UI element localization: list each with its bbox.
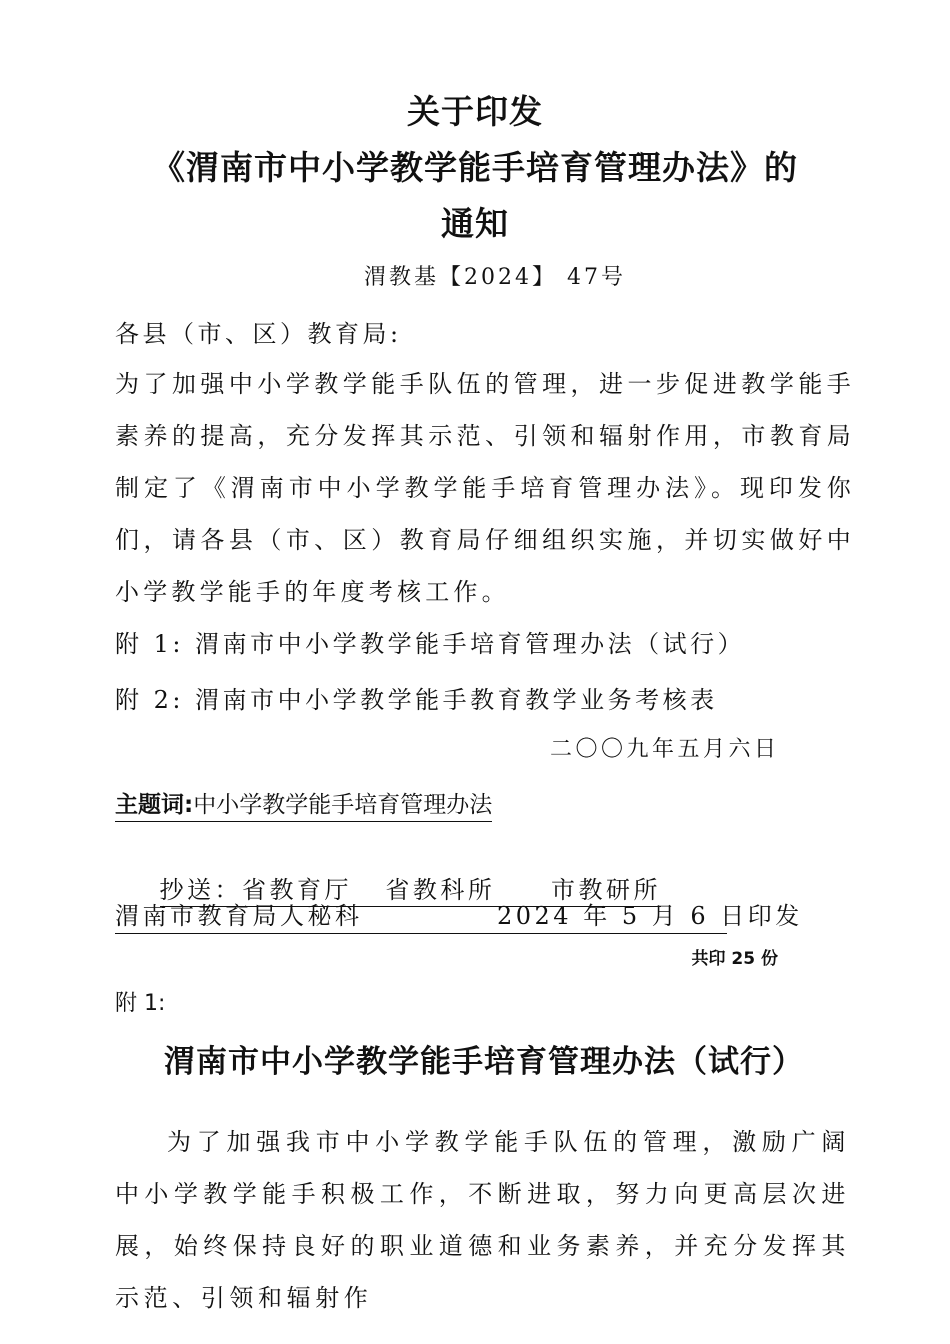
print-copies: 共印 25 份: [691, 949, 778, 969]
attachment-item-2: 附 2: 渭南市中小学教学能手教育教学业务考核表: [115, 686, 718, 714]
subject-keywords: [115, 786, 492, 822]
attachment1-title: 渭南市中小学教学能手培育管理办法（试行）: [164, 1044, 804, 1080]
attachment-item-1: 附 1: 渭南市中小学教学能手培育管理办法（试行）: [115, 630, 746, 658]
notice-title-line-3: 通知: [441, 204, 509, 243]
attachment1-label: 附 1:: [115, 991, 166, 1016]
notice-body: 为了加强中小学教学能手队伍的管理，进一步促进教学能手素养的提高，充分发挥其示范、引领和辐射作用，市教育局制定了《渭南市中小学教学能手培育管理办法》。现印发你们，请各县（市、区）教育局仔细组织实施，并切实做好中小学教学能手的年度考核工作。: [115, 370, 855, 606]
issuer-name: 渭南市教育局人秘科: [115, 902, 363, 930]
notice-date: 二〇〇九年五月六日: [550, 737, 780, 762]
cc-recipients: 抄送：省教育厅 省教科所 市教研所: [160, 876, 662, 907]
notice-title-line-1: 关于印发: [407, 92, 543, 131]
subject-label: 主题词:: [115, 792, 194, 818]
salutation: 各县（市、区）教育局:: [115, 320, 402, 348]
issue-date: 2024 年 5 月 6 日印发: [497, 902, 803, 930]
subject-value: 中小学教学能手培育管理办法: [193, 792, 493, 818]
attachment1-body: 为了加强我市中小学教学能手队伍的管理，激励广阔中小学教学能手积极工作，不断进取，努力向更高层次进展，始终保持良好的职业道德和业务素养，并充分发挥其示范、引领和辐射作: [115, 1128, 850, 1312]
notice-title-line-2: 《渭南市中小学教学能手培育管理办法》的: [152, 148, 798, 187]
issuer-line: [115, 896, 803, 934]
document-number: 渭教基【2024】 47号: [364, 265, 626, 290]
